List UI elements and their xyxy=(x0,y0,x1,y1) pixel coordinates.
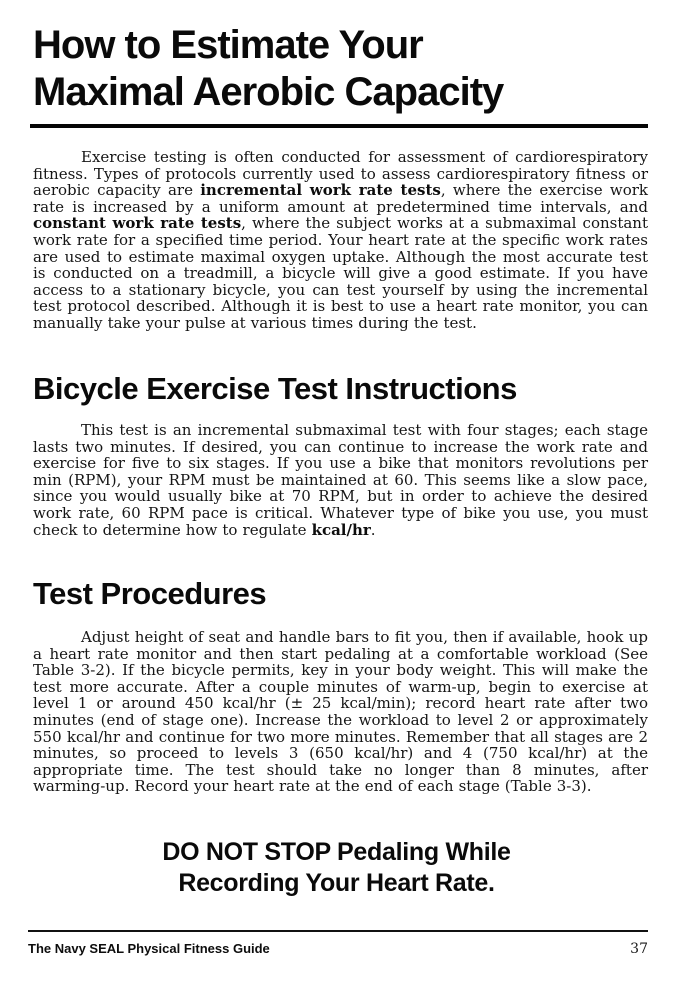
section-heading-test-procedures: Test Procedures xyxy=(33,576,267,611)
page-title xyxy=(33,22,653,116)
page-title-line1: How to Estimate Your xyxy=(33,23,423,67)
footer-page-number: 37 xyxy=(630,941,648,957)
page-title-line2: Maximal Aerobic Capacity xyxy=(33,70,504,114)
warning-callout-line2: Recording Your Heart Rate. xyxy=(178,869,495,897)
intro-bold-incremental-work-rate-tests: incremental work rate tests xyxy=(200,181,441,200)
intro-text-3: , where the subject works at a submaximal constant work rate for a specified time period. Your heart rate at the specific work rates are used to estimate maximal oxygen uptake. Although the most accurate test is conducted on a treadmill, a bicycle will give a good estimate. If you have access to a stationary bicycle, you can test yourself by using the incremental test protocol described. Although it is best to use a heart rate monitor, you can manually take your pulse at various times during the test. xyxy=(33,214,648,332)
test-procedures-paragraph: Adjust height of seat and handle bars to fit you, then if available, hook up a heart rate monitor and then start pedaling at a comfortable workload (See Table 3-2). If the bicycle permits, key in your body weight. This will make the test more accurate. After a couple minutes of warm-up, begin to exercise at level 1 or around 450 kcal/hr (± 25 kcal/min); record heart rate after two minutes (end of stage one). Increase the workload to level 2 or approximately 550 kcal/hr and continue for two more minutes. Remember that all stages are 2 minutes, so proceed to levels 3 (650 kcal/hr) and 4 (750 kcal/hr) at the appropriate time. The test should take no longer than 8 minutes, after warming-up. Record your heart rate at the end of each stage (Table 3-3). xyxy=(33,628,648,796)
warning-callout xyxy=(0,837,673,899)
footer-book-title: The Navy SEAL Physical Fitness Guide xyxy=(28,941,270,956)
intro-text-2: , where the exercise work rate is increased by a uniform amount at predetermined time intervals, and xyxy=(33,181,648,216)
intro-bold-constant-work-rate-tests: constant work rate tests xyxy=(33,214,242,233)
bicycle-test-text-1: This test is an incremental submaximal test with four stages; each stage lasts two minutes. If desired, you can continue to increase the work rate and exercise for five to six stages. If you use a bike that monitors revolutions per min (RPM), your RPM must be maintained at 60. This seems like a slow pace, since you would usually bike at 70 RPM, but in order to achieve the desired work rate, 60 RPM pace is critical. Whatever type of bike you use, you must check to determine how to regulate xyxy=(33,421,648,539)
intro-paragraph xyxy=(33,149,648,332)
footer-divider-rule xyxy=(28,930,648,932)
page-footer xyxy=(28,941,648,957)
bicycle-test-paragraph xyxy=(33,422,648,538)
section-heading-bicycle-exercise-test-instructions: Bicycle Exercise Test Instructions xyxy=(33,371,517,406)
bicycle-test-text-2: . xyxy=(370,520,376,539)
title-divider-rule xyxy=(30,124,648,128)
warning-callout-line1: DO NOT STOP Pedaling While xyxy=(162,838,511,866)
intro-text-1: Exercise testing is often conducted for assessment of cardiorespiratory fitness. Types of protocols currently used to assess cardiorespiratory fitness or aerobic capacity are xyxy=(33,148,648,200)
bicycle-test-bold-kcal-hr: kcal/hr xyxy=(311,520,371,539)
